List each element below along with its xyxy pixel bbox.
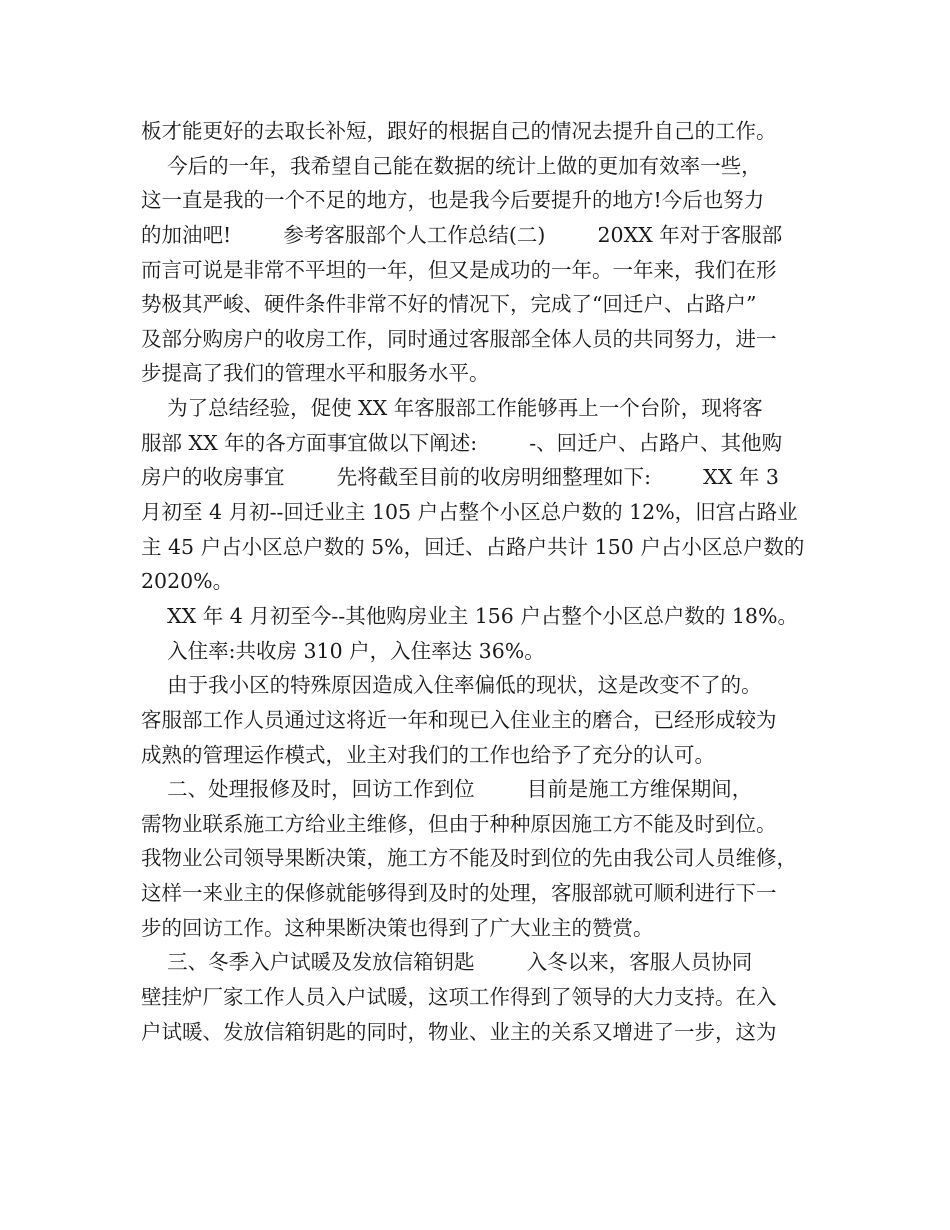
- text-line: 成熟的管理运作模式，业主对我们的工作也给予了充分的认可。: [141, 742, 715, 767]
- text-line: 这一直是我的一个不足的地方，也是我今后要提升的地方!今后也努力: [141, 188, 765, 213]
- text-line: 势极其严峻、硬件条件非常不好的情况下，完成了“回迁户、占路户”: [141, 292, 757, 317]
- text-line: 月初至 4 月初--回迁业主 105 户占整个小区总户数的 12%，旧宫占路业: [141, 500, 798, 525]
- text-line: 房户的收房事宜 先将截至目前的收房明细整理如下: XX 年 3: [141, 465, 779, 490]
- text-line: 由于我小区的特殊原因造成入住率偏低的现状，这是改变不了的。: [141, 673, 762, 698]
- text-line: 的加油吧! 参考客服部个人工作总结(二) 20XX 年对于客服部: [141, 222, 783, 247]
- text-line: 需物业联系施工方给业主维修，但由于种种原因施工方不能及时到位。: [141, 811, 777, 836]
- text-line: 为了总结经验，促使 XX 年客服部工作能够再上一个台阶，现将客: [141, 396, 763, 421]
- text-line: 板才能更好的去取长补短，跟好的根据自己的情况去提升自己的工作。: [141, 119, 777, 143]
- text-line: 客服部工作人员通过这将近一年和现已入住业主的磨合，已经形成较为: [141, 707, 777, 732]
- text-line: 服部 XX 年的各方面事宜做以下阐述: -、回迁户、占路户、其他购: [141, 430, 783, 455]
- text-line: 三、冬季入户试暖及发放信箱钥匙 入冬以来，客服人员协同: [141, 950, 753, 975]
- text-line: 入住率:共收房 310 户，入住率达 36%。: [141, 638, 545, 663]
- text-line: 2020%。: [141, 569, 234, 594]
- text-line: 主 45 户占小区总户数的 5%，回迁、占路户共计 150 户占小区总户数的: [141, 534, 805, 559]
- text-line: 二、处理报修及时，回访工作到位 目前是施工方维保期间，: [141, 777, 753, 802]
- text-line: 及部分购房户的收房工作，同时通过客服部全体人员的共同努力，进一: [141, 326, 777, 351]
- document-body: [141, 114, 813, 1049]
- text-line: 这样一来业主的保修就能够得到及时的处理，客服部就可顺利进行下一: [141, 881, 777, 906]
- text-line: 我物业公司领导果断决策，施工方不能及时到位的先由我公司人员维修，: [141, 846, 797, 871]
- text-line: 步提高了我们的管理水平和服务水平。: [141, 361, 490, 386]
- text-line: 壁挂炉厂家工作人员入户试暖，这项工作得到了领导的大力支持。在入: [141, 985, 777, 1010]
- text-line: 步的回访工作。这种果断决策也得到了广大业主的赞赏。: [141, 915, 654, 940]
- text-line: 今后的一年，我希望自己能在数据的统计上做的更加有效率一些，: [141, 153, 762, 178]
- text-line: 户试暖、发放信箱钥匙的同时，物业、业主的关系又增进了一步，这为: [141, 1019, 777, 1044]
- text-line: XX 年 4 月初至今--其他购房业主 156 户占整个小区总户数的 18%。: [141, 603, 798, 628]
- text-line: 而言可说是非常不平坦的一年，但又是成功的一年。一年来，我们在形: [141, 257, 777, 282]
